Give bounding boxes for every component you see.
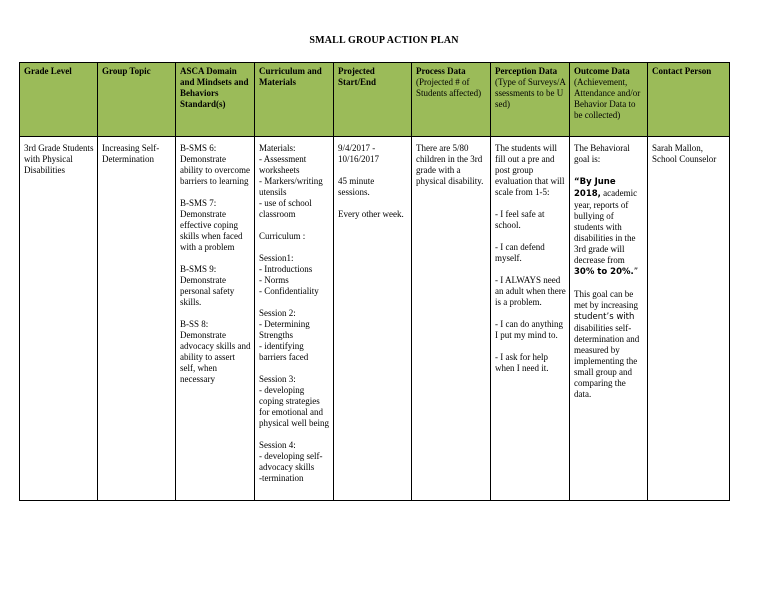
header-asca: ASCA Domain and Mindsets and Behaviors Standard(s) [176,63,255,137]
session-block: Session1: - Introductions - Norms - Confidentiality [259,253,319,296]
header-contact-person: Contact Person [648,63,730,137]
outcome-method: This goal can be met by increasing student’s with disabilities self-determination and measured by implementing the small group and comparing the data. [574,289,640,399]
cell-contact-person: Sarah Mallon, School Counselor [648,137,730,501]
asca-standard: B-SMS 7: Demonstrate effective coping skills when faced with a problem [180,198,243,252]
table-row [20,137,730,501]
asca-standard: B-SMS 9: Demonstrate personal safety skills. [180,264,235,307]
asca-standard: B-SMS 6: Demonstrate ability to overcome barriers to learning [180,143,250,186]
header-process-data: Process Data (Projected # of Students affected) [412,63,491,137]
cell-group-topic: Increasing Self-Determination [98,137,176,501]
material-item: - Assessment worksheets [259,154,307,175]
projected-duration: 45 minute sessions. [338,176,375,197]
header-curriculum: Curriculum and Materials [255,63,334,137]
cell-process-data: There are 5/80 children in the 3rd grade with a physical disability. [412,137,491,501]
outcome-intro: The Behavioral goal is: [574,143,630,164]
asca-standard: B-SS 8: Demonstrate advocacy skills and ability to assert self, when necessary [180,319,251,384]
material-item: - use of school classroom [259,198,312,219]
action-plan-table [19,62,730,501]
survey-item: - I ALWAYS need an adult when there is a problem. [495,275,566,307]
cell-grade-level: 3rd Grade Students with Physical Disabilities [20,137,98,501]
header-grade-level: Grade Level [20,63,98,137]
session-block: Session 4: - developing self-advocacy skills -termination [259,440,323,483]
header-outcome-data: Outcome Data (Achievement, Attendance and/or Behavior Data to be collected) [570,63,648,137]
header-projected: Projected Start/End [334,63,412,137]
session-block: Session 3: - developing coping strategies for emotional and physical well being [259,374,329,428]
cell-perception-data: The students will fill out a pre and post group evaluation that will scale from 1-5: - I feel safe at school. - I can defend myself. - I ALWAYS need an adult when there is a problem. - I can do anything I put my mind to. - I ask for help when I need it. [491,137,570,501]
session-block: Session 2: - Determining Strengths - identifying barriers faced [259,308,310,362]
outcome-goal: “By June 2018, academic year, reports of bullying of students with disabilities in the 3rd grade will decrease from 30% to 20%.” [574,177,639,277]
material-item: - Markers/writing utensils [259,176,323,197]
cell-projected [334,137,412,501]
page-title: SMALL GROUP ACTION PLAN [309,35,459,46]
header-group-topic: Group Topic [98,63,176,137]
projected-frequency: Every other week. [338,209,404,219]
cell-curriculum [255,137,334,501]
projected-dates: 9/4/2017 - 10/16/2017 [338,143,380,164]
header-perception-data: Perception Data (Type of Surveys/Assessments to be Used) [491,63,570,137]
survey-item: - I can defend myself. [495,242,545,263]
survey-item: - I can do anything I put my mind to. [495,319,563,340]
cell-outcome-data [570,137,648,501]
survey-item: - I feel safe at school. [495,209,545,230]
materials-label: Materials: [259,143,296,153]
header-row [20,63,730,137]
curriculum-label: Curriculum : [259,231,306,241]
survey-item: - I ask for help when I need it. [495,352,549,373]
cell-asca [176,137,255,501]
